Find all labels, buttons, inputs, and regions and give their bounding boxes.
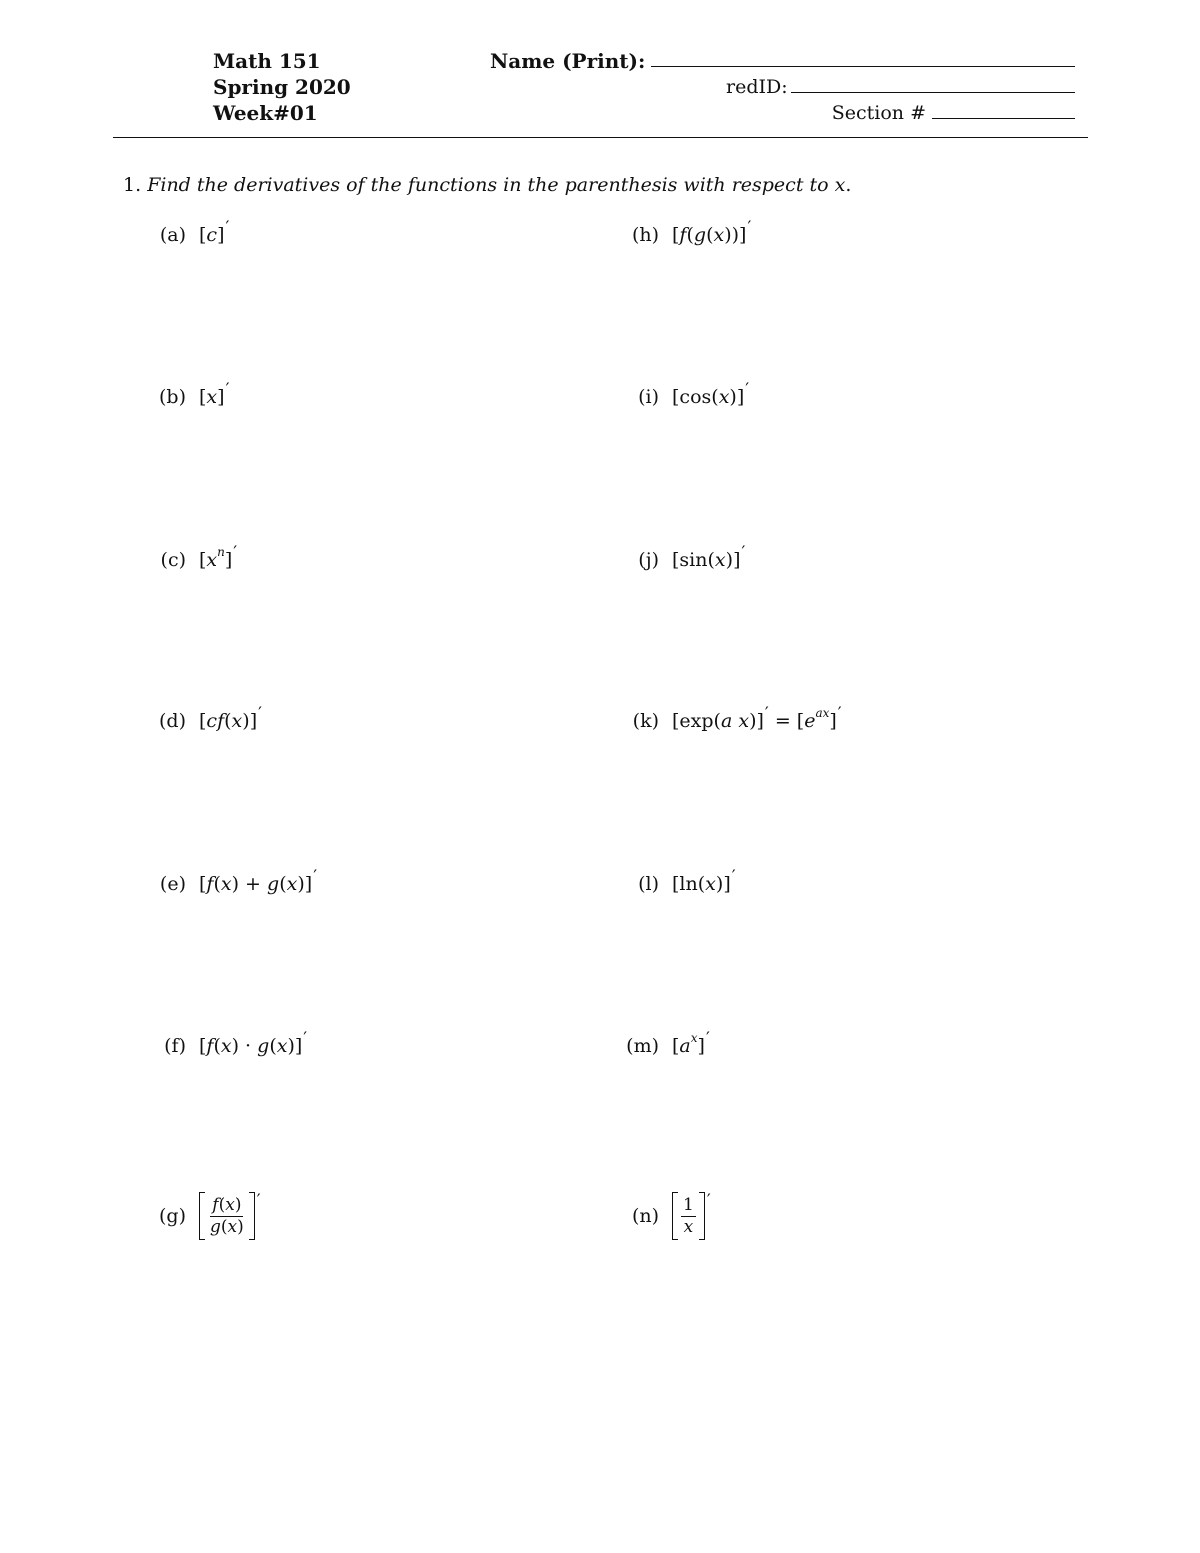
item-label: (a): [159, 224, 186, 246]
item-label: (e): [159, 873, 186, 895]
item-label: (l): [638, 873, 659, 895]
course-term: Spring 2020: [213, 75, 351, 99]
redid-label: redID:: [726, 76, 788, 98]
item-a: (a) [ c ] ′: [150, 222, 229, 248]
item-label: (m): [626, 1035, 659, 1057]
item-label: (j): [638, 549, 659, 571]
item-label: (h): [631, 224, 659, 246]
item-label: (n): [631, 1205, 659, 1227]
item-label: (c): [160, 549, 186, 571]
item-label: (b): [159, 386, 186, 408]
problem-period: .: [845, 174, 852, 196]
fraction-expression: $\frac{1}{x}$ ′: [672, 1192, 711, 1240]
section-label: Section #: [831, 102, 926, 124]
problem-statement: [123, 172, 851, 198]
item-label: (d): [159, 710, 186, 732]
item-n: [625, 1192, 711, 1240]
course-title: Math 151: [213, 49, 321, 73]
problem-instruction: Find the derivatives of the functions in the parenthesis with respect to: [147, 174, 829, 196]
item-f: (f) [ f ( x ) · g ( x ) ] ′: [150, 1033, 307, 1059]
item-h: (h) [ f ( g ( x )) ] ′: [625, 222, 751, 248]
item-label: (k): [632, 710, 659, 732]
item-label: (g): [159, 1205, 186, 1227]
item-l: (l) [ ln ( x ) ] ′: [625, 871, 736, 897]
redid-blank[interactable]: [791, 92, 1075, 93]
name-blank[interactable]: [651, 66, 1075, 67]
item-j: (j) [ sin ( x ) ] ′: [625, 547, 745, 573]
item-label: (i): [638, 386, 659, 408]
course-week: Week#01: [213, 101, 318, 125]
fraction-expression: $\frac{f(x)}{g(x)}$ ′: [199, 1192, 261, 1240]
item-d: (d) [ c f ( x ) ] ′: [150, 708, 262, 734]
item-c: (c) [ x n ] ′: [150, 547, 237, 573]
item-i: (i) [ cos ( x ) ] ′: [625, 384, 749, 410]
header-divider: [113, 137, 1088, 138]
section-blank[interactable]: [932, 118, 1075, 119]
item-g: [150, 1192, 261, 1240]
item-k: (k) [ exp ( a x ) ] ′ = [ e ax ] ′: [625, 708, 842, 734]
item-label: (f): [164, 1035, 186, 1057]
item-m: (m) [ a x ] ′: [626, 1029, 710, 1057]
problem-variable: x: [834, 174, 846, 196]
item-b: (b) [ x ] ′: [150, 384, 229, 410]
problem-number: 1.: [123, 174, 142, 196]
name-label: Name (Print):: [490, 49, 646, 73]
item-e: (e) [ f ( x ) + g ( x ) ] ′: [150, 871, 317, 897]
